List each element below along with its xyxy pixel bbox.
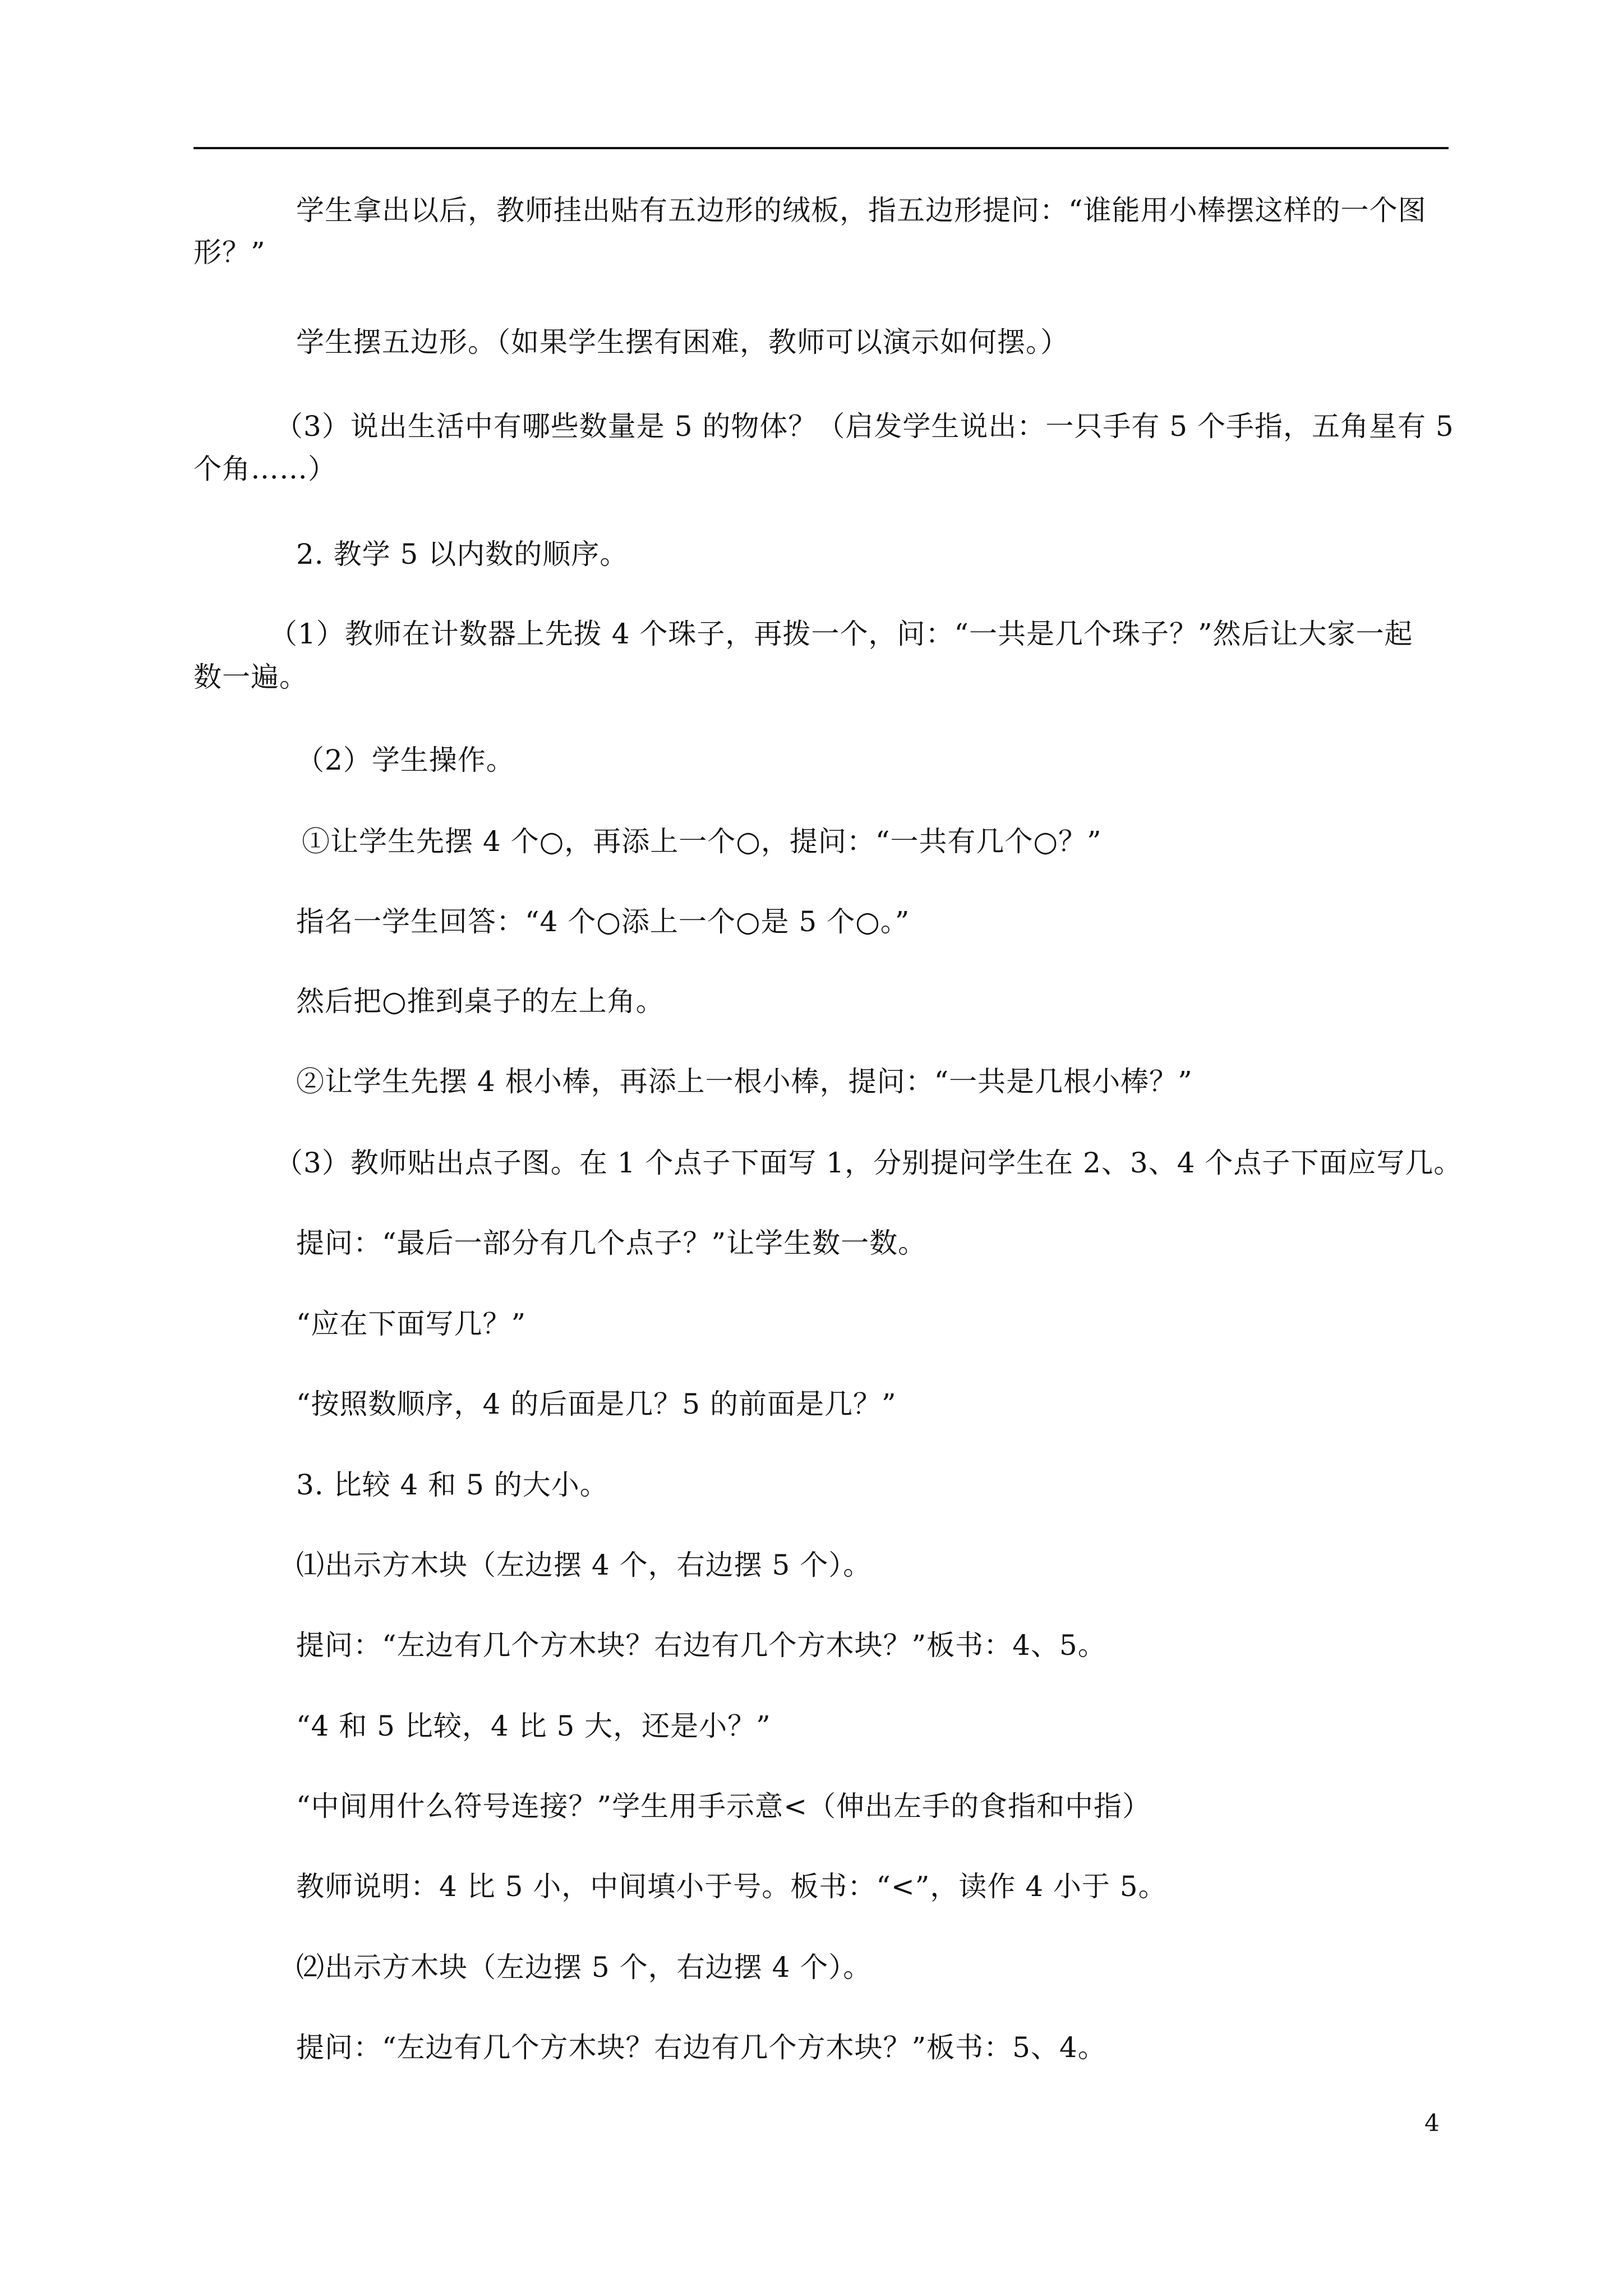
paragraph-line-19: ⑴出示方木块（左边摆 4 个，右边摆 5 个）。	[296, 1549, 872, 1581]
paragraph-line-12: 然后把○推到桌子的左上角。	[296, 985, 665, 1018]
paragraph-line-9: （2）学生操作。	[296, 744, 515, 776]
paragraph-line-2: 形？”	[193, 236, 266, 269]
header-rule	[193, 147, 1449, 149]
paragraph-line-25: 提问：“左边有几个方木块？右边有几个方木块？”板书：5、4。	[296, 2031, 1106, 2064]
page-number: 4	[1424, 2109, 1440, 2137]
paragraph-line-4: （3）说出生活中有哪些数量是 5 的物体？（启发学生说出：一只手有 5 个手指，五角星有 5	[275, 410, 1454, 443]
paragraph-line-17: “按照数顺序，4 的后面是几？5 的前面是几？”	[296, 1388, 897, 1420]
paragraph-line-14: （3）教师贴出点子图。在 1 个点子下面写 1，分别提问学生在 2、3、4 个点子下面应写几。	[275, 1147, 1463, 1179]
paragraph-line-7: （1）教师在计数器上先拨 4 个珠子，再拨一个，问：“一共是几个珠子？”然后让大家一起	[269, 618, 1413, 650]
paragraph-line-8: 数一遍。	[193, 661, 308, 693]
paragraph-line-20: 提问：“左边有几个方木块？右边有几个方木块？”板书：4、5。	[296, 1629, 1106, 1662]
paragraph-line-13: ②让学生先摆 4 根小棒，再添上一根小棒，提问：“一共是几根小棒？”	[296, 1065, 1193, 1098]
paragraph-line-5: 个角……）	[193, 453, 336, 485]
section-heading-2: 2. 教学 5 以内数的顺序。	[296, 538, 629, 570]
paragraph-line-10: ①让学生先摆 4 个○，再添上一个○，提问：“一共有几个○？”	[302, 825, 1102, 858]
paragraph-line-15: 提问：“最后一部分有几个点子？”让学生数一数。	[296, 1227, 927, 1259]
paragraph-line-23: 教师说明：4 比 5 小，中间填小于号。板书：“<”，读作 4 小于 5。	[296, 1870, 1167, 1903]
paragraph-line-1: 学生拿出以后，教师挂出贴有五边形的绒板，指五边形提问：“谁能用小棒摆这样的一个图	[296, 194, 1427, 227]
paragraph-line-3: 学生摆五边形。（如果学生摆有困难，教师可以演示如何摆。）	[296, 326, 1069, 358]
paragraph-line-22: “中间用什么符号连接？”学生用手示意<（伸出左手的食指和中指）	[296, 1790, 1151, 1823]
paragraph-line-11: 指名一学生回答：“4 个○添上一个○是 5 个○。”	[296, 905, 910, 938]
paragraph-line-16: “应在下面写几？”	[296, 1308, 527, 1340]
paragraph-line-24: ⑵出示方木块（左边摆 5 个，右边摆 4 个）。	[296, 1951, 872, 1984]
section-heading-3: 3. 比较 4 和 5 的大小。	[296, 1469, 608, 1501]
paragraph-line-21: “4 和 5 比较，4 比 5 大，还是小？”	[296, 1710, 771, 1742]
